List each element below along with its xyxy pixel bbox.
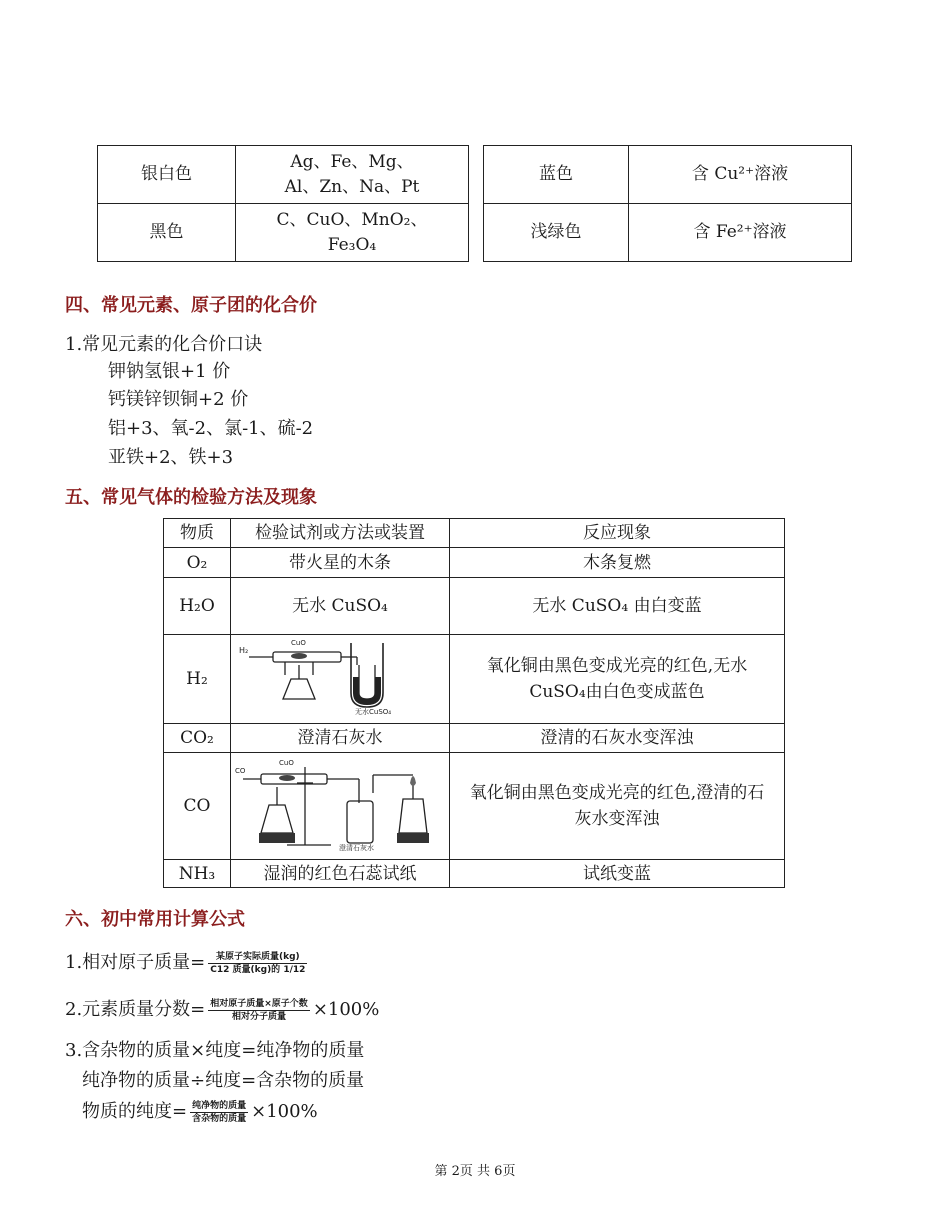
table-row <box>98 204 852 262</box>
section-4-title: 四、常见元素、原子团的化合价 <box>65 295 317 316</box>
color-label: 蓝色 <box>484 146 629 204</box>
formula-tail: ×100% <box>312 999 380 1020</box>
section-4-subtitle: 1.常见元素的化合价口诀 <box>65 334 263 355</box>
phenomenon-cell: 氧化铜由黑色变成光亮的红色,无水CuSO₄由白色变成蓝色 <box>450 635 785 724</box>
table-row <box>98 146 852 204</box>
fraction: $\frac{\text{相对原子质量×原子个数}}{\text{相对分子质量}}$ <box>210 998 308 1022</box>
limewater-label: 澄清石灰水 <box>339 844 374 851</box>
method-cell: 无水 CuSO₄ <box>231 578 450 635</box>
formula-3-line-1: 3.含杂物的质量×纯度=纯净物的质量 <box>65 1040 365 1061</box>
color-label: 黑色 <box>98 204 236 262</box>
section-6-title: 六、初中常用计算公式 <box>65 909 245 930</box>
element-list: Ag、Fe、Mg、 Al、Zn、Na、Pt <box>236 146 469 204</box>
formula-label: 1.相对原子质量= <box>65 952 206 973</box>
table-row <box>164 753 785 860</box>
solution-value: 含 Cu²⁺溶液 <box>629 146 852 204</box>
h2-apparatus-diagram <box>231 635 450 724</box>
column-header: 检验试剂或方法或装置 <box>231 519 450 548</box>
table-header-row <box>164 519 785 548</box>
phenomenon-cell: 无水 CuSO₄ 由白变蓝 <box>450 578 785 635</box>
method-cell: 带火星的木条 <box>231 548 450 578</box>
table-row <box>164 578 785 635</box>
valence-line: 铝+3、氧-2、氯-1、硫-2 <box>108 418 314 439</box>
formula-2 <box>65 995 379 1023</box>
column-header: 反应现象 <box>450 519 785 548</box>
table-row <box>164 635 785 724</box>
method-cell: 湿润的红色石蕊试纸 <box>231 860 450 888</box>
phenomenon-cell: 试纸变蓝 <box>450 860 785 888</box>
method-cell: 澄清石灰水 <box>231 724 450 753</box>
phenomenon-cell: 氧化铜由黑色变成光亮的红色,澄清的石灰水变浑浊 <box>450 753 785 860</box>
formula-3-line-2: 纯净物的质量÷纯度=含杂物的质量 <box>82 1070 365 1091</box>
valence-line: 钾钠氢银+1 价 <box>108 361 231 382</box>
substance-cell: NH₃ <box>164 860 231 888</box>
formula-1 <box>65 948 310 976</box>
gas-test-table <box>163 518 785 888</box>
table-row <box>164 724 785 753</box>
solution-value: 含 Fe²⁺溶液 <box>629 204 852 262</box>
cuo-label: CuO <box>291 639 306 647</box>
element-list: C、CuO、MnO₂、 Fe₃O₄ <box>236 204 469 262</box>
table-row <box>164 548 785 578</box>
table-row <box>164 860 785 888</box>
page-number: 第 2页 共 6页 <box>434 1164 516 1179</box>
formula-label: 物质的纯度= <box>82 1101 188 1122</box>
fraction: $\frac{\text{某原子实际质量(kg)}}{\text{C12 质量(kg)的 1/12}}$ <box>210 951 306 975</box>
cuo-label: CuO <box>279 759 294 767</box>
co-apparatus-diagram <box>231 753 450 860</box>
column-header: 物质 <box>164 519 231 548</box>
phenomenon-cell: 澄清的石灰水变浑浊 <box>450 724 785 753</box>
substance-cell: O₂ <box>164 548 231 578</box>
section-5-title: 五、常见气体的检验方法及现象 <box>65 487 317 508</box>
color-label: 银白色 <box>98 146 236 204</box>
color-label: 浅绿色 <box>484 204 629 262</box>
co-label: CO <box>235 767 246 775</box>
formula-3-line-3 <box>82 1097 318 1125</box>
substance-cell: CO₂ <box>164 724 231 753</box>
co-apparatus-svg <box>235 753 445 851</box>
valence-line: 亚铁+2、铁+3 <box>108 447 234 468</box>
substance-cell: CO <box>164 753 231 860</box>
fraction: $\frac{\text{纯净物的质量}}{\text{含杂物的质量}}$ <box>192 1100 247 1124</box>
color-table <box>97 145 852 262</box>
formula-label: 2.元素质量分数= <box>65 999 206 1020</box>
h2-label: H₂ <box>239 646 249 655</box>
formula-tail: ×100% <box>251 1101 318 1122</box>
substance-cell: H₂O <box>164 578 231 635</box>
valence-line: 钙镁锌钡铜+2 价 <box>108 389 249 410</box>
cuso4-label: 无水CuSO₄ <box>355 708 392 715</box>
substance-cell: H₂ <box>164 635 231 724</box>
h2-apparatus-svg <box>235 635 445 715</box>
phenomenon-cell: 木条复燃 <box>450 548 785 578</box>
